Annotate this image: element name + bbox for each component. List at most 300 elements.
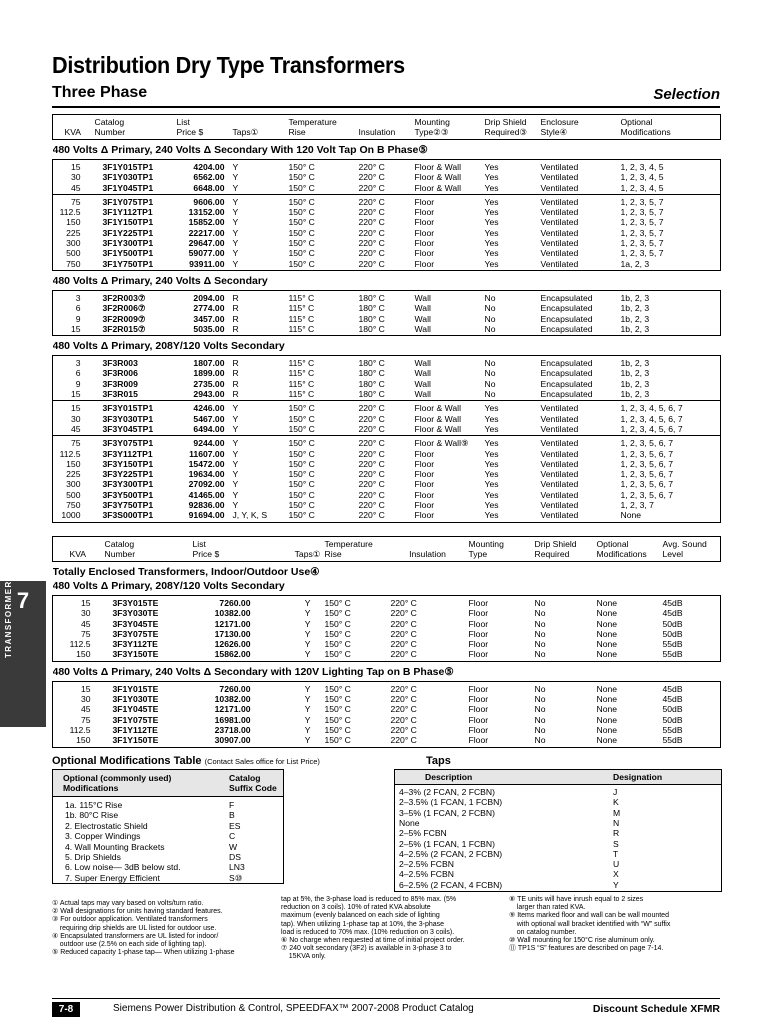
- cell-col9: Encapsulated: [540, 389, 593, 400]
- cell-taps: Y: [232, 227, 239, 238]
- cell-list-price: 10382.00: [214, 608, 251, 619]
- cell-mounting: Wall: [414, 368, 431, 379]
- cell-col10: 1, 2, 3, 4, 5: [620, 182, 664, 193]
- cell-taps: R: [232, 292, 239, 303]
- table-row: [53, 172, 721, 182]
- cell-mounting: Floor & Wall: [414, 413, 461, 424]
- cell-catalog-number: 3F1Y150TP1: [102, 217, 154, 228]
- modification-suffix-code: B: [229, 810, 235, 821]
- cell-drip-shield: No: [534, 639, 546, 650]
- tap-designation: T: [613, 848, 619, 859]
- cell-temp-rise: 150° C: [324, 714, 351, 725]
- cell-catalog-number: 3F1Y015TE: [112, 683, 159, 694]
- cell-drip-shield: Yes: [484, 217, 499, 228]
- cell-catalog-number: 3F1Y300TP1: [102, 238, 154, 249]
- section-title: 480 Volts Δ Primary, 240 Volts Δ Secondary with 120V Lighting Tap on B Phase⑤: [52, 665, 454, 678]
- tap-description: 2–5% (1 FCAN, 1 FCBN): [399, 838, 495, 849]
- cell-kva: 225: [66, 469, 81, 480]
- cell-drip-shield: Yes: [484, 207, 499, 218]
- cell-kva: 45: [80, 618, 91, 629]
- cell-temp-rise: 150° C: [324, 735, 351, 746]
- cell-drip-shield: Yes: [484, 413, 499, 424]
- cell-catalog-number: 3F1Y045TE: [112, 704, 159, 715]
- modification-suffix-code: C: [229, 831, 236, 842]
- cell-catalog-number: 3F2R006⑦: [102, 303, 146, 314]
- cell-col10: 1, 2, 3, 4, 5: [620, 162, 664, 172]
- cell-insulation: 220° C: [358, 207, 385, 218]
- cell-temp-rise: 150° C: [288, 510, 315, 521]
- cell-drip-shield: No: [484, 378, 496, 389]
- tap-designation: J: [613, 787, 618, 797]
- cell-list-price: 3457.00: [193, 313, 225, 324]
- cell-temp-rise: 150° C: [288, 458, 315, 469]
- cell-temp-rise: 115° C: [288, 313, 315, 324]
- cell-col10: 1, 2, 3, 7: [620, 500, 654, 511]
- table-row: [53, 356, 721, 369]
- cell-kva: 15: [80, 598, 91, 608]
- cell-drip-shield: No: [534, 649, 546, 660]
- cell-list-price: 6494.00: [193, 423, 225, 434]
- cell-mounting: Floor: [414, 489, 435, 500]
- cell-list-price: 27092.00: [188, 479, 225, 490]
- cell-catalog-number: 3F3Y750TP1: [102, 500, 154, 511]
- cell-taps: Y: [304, 704, 311, 715]
- cell-drip-shield: No: [534, 704, 546, 715]
- cell-insulation: 180° C: [358, 378, 385, 389]
- tap-designation: X: [613, 869, 619, 880]
- modification-item: 1a. 115°C Rise: [65, 800, 123, 810]
- cell-taps: Y: [232, 479, 239, 490]
- table-row: [53, 324, 721, 336]
- cell-taps: R: [232, 358, 239, 369]
- cell-taps: Y: [232, 500, 239, 511]
- cell-list-price: 6562.00: [193, 172, 225, 183]
- cell-list-price: 11607.00: [189, 448, 225, 459]
- cell-drip-shield: Yes: [484, 196, 499, 207]
- cell-col10: 1, 2, 3, 4, 5: [620, 172, 664, 183]
- cell-mounting: Wall: [414, 323, 431, 334]
- cell-col10: 1b, 2, 3: [620, 323, 650, 334]
- table-row: [53, 694, 721, 704]
- cell-catalog-number: 3F1Y112TE: [112, 724, 158, 735]
- cell-catalog-number: 3F3Y075TE: [112, 628, 159, 639]
- cell-list-price: 19634.00: [188, 469, 225, 480]
- cell-insulation: 220° C: [358, 413, 385, 424]
- cell-col9: Ventilated: [540, 258, 579, 269]
- cell-col9: Ventilated: [540, 182, 579, 193]
- cell-mounting: Floor: [414, 479, 435, 490]
- cell-kva: 300: [66, 479, 81, 490]
- cell-temp-rise: 115° C: [288, 303, 315, 314]
- cell-insulation: 220° C: [358, 458, 385, 469]
- table-row: [53, 401, 721, 414]
- cell-col9: Ventilated: [540, 196, 579, 207]
- cell-list-price: 13152.00: [188, 207, 225, 218]
- cell-kva: 6: [75, 303, 81, 314]
- cell-col10: 1, 2, 3, 4, 5, 6, 7: [620, 413, 683, 424]
- table-row: [53, 629, 721, 639]
- row-group: [53, 401, 721, 436]
- cell-insulation: 220° C: [358, 238, 385, 249]
- cell-taps: Y: [232, 469, 239, 480]
- cell-temp-rise: 115° C: [288, 389, 315, 400]
- tap-description: 2–2.5% FCBN: [399, 859, 454, 870]
- cell-taps: R: [232, 389, 239, 400]
- cell-mounting: Floor: [468, 608, 489, 619]
- cell-catalog-number: 3F3R015: [102, 389, 138, 400]
- cell-temp-rise: 150° C: [288, 500, 315, 511]
- cell-drip-shield: No: [484, 292, 496, 303]
- cell-col10: 45dB: [662, 608, 683, 619]
- optional-mods-head2a: Catalog: [229, 773, 261, 783]
- section-label: Selection: [653, 86, 720, 103]
- title-rule: [52, 106, 720, 108]
- cell-taps: Y: [304, 639, 311, 650]
- cell-temp-rise: 115° C: [288, 358, 315, 369]
- cell-mounting: Floor & Wall: [414, 403, 461, 414]
- table-row: [53, 379, 721, 389]
- cell-kva: 15: [80, 683, 91, 694]
- cell-insulation: 180° C: [358, 323, 385, 334]
- cell-insulation: 220° C: [390, 618, 417, 629]
- cell-col10: 45dB: [662, 683, 683, 694]
- cell-temp-rise: 150° C: [324, 649, 351, 660]
- cell-mounting: Floor: [468, 618, 489, 629]
- cell-col9: Ventilated: [540, 217, 579, 228]
- transformer-table-enclosed: [52, 536, 721, 748]
- cell-temp-rise: 150° C: [288, 479, 315, 490]
- cell-drip-shield: No: [534, 694, 546, 705]
- cell-drip-shield: No: [534, 618, 546, 629]
- cell-drip-shield: No: [484, 303, 496, 314]
- cell-drip-shield: Yes: [484, 227, 499, 238]
- cell-kva: 3: [75, 292, 81, 303]
- cell-mounting: Floor & Wall: [414, 162, 461, 172]
- cell-drip-shield: Yes: [484, 469, 499, 480]
- cell-temp-rise: 150° C: [288, 172, 315, 183]
- cell-temp-rise: 150° C: [288, 248, 315, 259]
- cell-mounting: Floor: [414, 207, 435, 218]
- cell-col10: 1b, 2, 3: [620, 368, 650, 379]
- cell-catalog-number: 3F3Y030TE: [112, 608, 159, 619]
- cell-insulation: 220° C: [358, 469, 385, 480]
- table-row: [53, 248, 721, 258]
- table-row: [53, 500, 721, 510]
- taps-head-description: Description: [425, 772, 473, 782]
- cell-col10: 1, 2, 3, 5, 7: [620, 196, 664, 207]
- page-subtitle: Three Phase: [52, 84, 148, 101]
- cell-col9: Encapsulated: [540, 303, 593, 314]
- header-sound-level: Avg. Sound Level: [661, 537, 721, 562]
- cell-temp-rise: 150° C: [324, 704, 351, 715]
- cell-col10: 45dB: [662, 598, 683, 608]
- row-group: [53, 436, 721, 522]
- cell-catalog-number: 3F3Y075TP1: [102, 438, 154, 449]
- cell-col9: None: [596, 724, 618, 735]
- cell-list-price: 1899.00: [193, 368, 225, 379]
- cell-catalog-number: 3F3Y225TP1: [102, 469, 154, 480]
- cell-catalog-number: 3F1Y030TE: [112, 694, 159, 705]
- header-insulation: Insulation: [389, 537, 467, 562]
- chapter-number: 7: [16, 588, 30, 613]
- row-group: [53, 194, 721, 270]
- table-row: [53, 490, 721, 500]
- cell-temp-rise: 150° C: [288, 207, 315, 218]
- tap-designation: U: [613, 859, 620, 870]
- modification-suffix-code: F: [229, 800, 235, 810]
- cell-taps: Y: [232, 238, 239, 249]
- cell-list-price: 2943.00: [193, 389, 225, 400]
- cell-kva: 30: [70, 172, 81, 183]
- cell-kva: 75: [80, 714, 91, 725]
- cell-drip-shield: No: [534, 628, 546, 639]
- modification-item: 7. Super Energy Efficient: [65, 872, 160, 883]
- cell-insulation: 220° C: [358, 258, 385, 269]
- tap-description: 2–5% FCBN: [399, 828, 447, 839]
- cell-mounting: Floor: [414, 458, 435, 469]
- cell-temp-rise: 150° C: [288, 448, 315, 459]
- footnotes-col3: ⑧ TE units will have inrush equal to 2 sizes larger than rated KVA. ⑨ Items marked floor and wall can be wall mounted with optional wall bracket identified with “W” suffix on catalog number. ⑩ Wall mounting for 150°C rise aluminum only. ⑪ TP1S “S” features are described on page 7-14.: [509, 896, 671, 953]
- cell-drip-shield: Yes: [484, 172, 499, 183]
- cell-taps: Y: [232, 448, 239, 459]
- cell-catalog-number: 3F3Y500TP1: [102, 489, 154, 500]
- tap-designation: K: [613, 797, 619, 808]
- cell-insulation: 220° C: [390, 608, 417, 619]
- cell-col10: 1b, 2, 3: [620, 292, 650, 303]
- header-enclosure: Enclosure Style④: [539, 115, 619, 140]
- section-heading: [53, 140, 721, 160]
- header-catalog: Catalog Number: [103, 537, 191, 562]
- cell-col9: Ventilated: [540, 500, 579, 511]
- footer-discount-schedule: Discount Schedule XFMR: [592, 1003, 720, 1015]
- chapter-label: TRANSFORMERS: [4, 573, 13, 658]
- header-price: List Price $: [191, 537, 257, 562]
- cell-kva: 112.5: [59, 448, 81, 459]
- table-row: [53, 160, 721, 173]
- cell-kva: 1000: [61, 510, 81, 521]
- cell-list-price: 2094.00: [193, 292, 225, 303]
- cell-col10: 1b, 2, 3: [620, 378, 650, 389]
- cell-insulation: 180° C: [358, 368, 385, 379]
- cell-mounting: Floor & Wall: [414, 172, 461, 183]
- table-row: [53, 259, 721, 271]
- cell-col9: Ventilated: [540, 207, 579, 218]
- cell-catalog-number: 3F3Y300TP1: [102, 479, 154, 490]
- cell-kva: 15: [70, 389, 81, 400]
- cell-taps: Y: [232, 217, 239, 228]
- cell-col10: 1, 2, 3, 5, 6, 7: [620, 489, 674, 500]
- cell-temp-rise: 115° C: [288, 368, 315, 379]
- cell-col9: None: [596, 704, 618, 715]
- footnotes-col2: tap at 5%, the 3-phase load is reduced to 85% max. (5% reduction on 3 coils). 10% of rated KVA absolute maximum (evenly balanced on each side of lighting tap). When utilizing 1-phase tap at 10%, the 3-phase load is reduced to 70% max. (10% reduction on 3 coils). ⑥ No charge when requested at time of initial project order. ⑦ 240 volt secondary (3F2) is available in 3-phase 3 to 15KVA only.: [281, 896, 465, 961]
- optional-mods-header: [53, 770, 283, 797]
- cell-kva: 150: [66, 217, 81, 228]
- cell-temp-rise: 150° C: [324, 608, 351, 619]
- cell-col10: 1b, 2, 3: [620, 389, 650, 400]
- cell-catalog-number: 3F3Y112TE: [112, 639, 158, 650]
- header-drip-shield: Drip Shield Required: [533, 537, 595, 562]
- cell-list-price: 16981.00: [214, 714, 251, 725]
- cell-temp-rise: 150° C: [288, 403, 315, 414]
- cell-kva: 112.5: [59, 207, 81, 218]
- table-row: [53, 681, 721, 694]
- cell-catalog-number: 3F3Y030TP1: [102, 413, 154, 424]
- cell-list-price: 5467.00: [193, 413, 225, 424]
- cell-catalog-number: 3F3R009: [102, 378, 138, 389]
- cell-mounting: Floor: [468, 704, 489, 715]
- table-row: [53, 449, 721, 459]
- table-row: [53, 735, 721, 747]
- cell-list-price: 91694.00: [188, 510, 225, 521]
- cell-catalog-number: 3F1Y500TP1: [102, 248, 154, 259]
- cell-list-price: 23718.00: [214, 724, 251, 735]
- modification-item: 2. Electrostatic Shield: [65, 820, 148, 831]
- cell-taps: Y: [304, 618, 311, 629]
- table-row: [53, 183, 721, 195]
- cell-drip-shield: No: [484, 358, 496, 369]
- cell-kva: 45: [80, 704, 91, 715]
- cell-catalog-number: 3F1Y112TP1: [102, 207, 153, 218]
- cell-drip-shield: Yes: [484, 423, 499, 434]
- cell-col9: Ventilated: [540, 172, 579, 183]
- cell-col9: Ventilated: [540, 489, 579, 500]
- table-row: [53, 414, 721, 424]
- cell-drip-shield: No: [534, 608, 546, 619]
- cell-col10: 1, 2, 3, 5, 6, 7: [620, 438, 674, 449]
- cell-taps: Y: [304, 714, 311, 725]
- cell-kva: 15: [70, 162, 81, 172]
- cell-insulation: 180° C: [358, 313, 385, 324]
- header-temp-rise: Temperature Rise: [323, 537, 389, 562]
- header-mounting: Mounting Type②③: [413, 115, 483, 140]
- header-kva: KVA: [53, 115, 93, 140]
- cell-catalog-number: 3F3Y150TE: [112, 649, 159, 660]
- cell-taps: Y: [232, 403, 239, 414]
- table2-heading-text: Totally Enclosed Transformers, Indoor/Outdoor Use④: [52, 566, 320, 578]
- cell-taps: Y: [232, 162, 239, 172]
- cell-catalog-number: 3F2R003⑦: [102, 292, 146, 303]
- header-modifications: Optional Modifications: [619, 115, 721, 140]
- cell-insulation: 220° C: [390, 598, 417, 608]
- cell-catalog-number: 3F1Y030TP1: [102, 172, 154, 183]
- cell-list-price: 9606.00: [193, 196, 225, 207]
- cell-col10: 50dB: [662, 714, 683, 725]
- optional-mods-head1b: Modifications: [63, 783, 119, 793]
- table-row: [53, 596, 721, 609]
- cell-insulation: 220° C: [390, 735, 417, 746]
- cell-insulation: 220° C: [358, 162, 385, 172]
- header-catalog: Catalog Number: [93, 115, 175, 140]
- tap-designation: N: [613, 817, 620, 828]
- tap-description: 4–3% (2 FCAN, 2 FCBN): [399, 787, 495, 797]
- row-group: [53, 681, 721, 747]
- cell-col10: 1b, 2, 3: [620, 358, 650, 369]
- cell-taps: R: [232, 368, 239, 379]
- cell-list-price: 6648.00: [193, 182, 225, 193]
- row-group: [53, 356, 721, 401]
- table-row: [53, 238, 721, 248]
- modification-item: 6. Low noise— 3dB below std.: [65, 862, 181, 873]
- table-row: [53, 649, 721, 661]
- cell-kva: 150: [76, 735, 91, 746]
- cell-temp-rise: 150° C: [288, 258, 315, 269]
- cell-col9: None: [596, 649, 618, 660]
- cell-mounting: Floor: [414, 227, 435, 238]
- taps-table: [394, 769, 722, 892]
- tap-designation: S: [613, 838, 619, 849]
- cell-temp-rise: 150° C: [324, 724, 351, 735]
- cell-col9: None: [596, 683, 618, 694]
- cell-kva: 150: [66, 458, 81, 469]
- cell-insulation: 220° C: [358, 403, 385, 414]
- page-number: 7-8: [52, 1002, 80, 1017]
- cell-col9: Ventilated: [540, 458, 579, 469]
- cell-temp-rise: 150° C: [324, 618, 351, 629]
- section-heading: [53, 336, 721, 356]
- cell-taps: Y: [232, 458, 239, 469]
- cell-col9: Ventilated: [540, 162, 579, 172]
- cell-col10: 1, 2, 3, 5, 6, 7: [620, 448, 674, 459]
- cell-taps: Y: [232, 207, 239, 218]
- cell-list-price: 92836.00: [188, 500, 225, 511]
- cell-insulation: 220° C: [390, 683, 417, 694]
- modification-item: 1b. 80°C Rise: [65, 810, 119, 821]
- table-row: [53, 459, 721, 469]
- page-title: Distribution Dry Type Transformers: [52, 52, 405, 78]
- cell-list-price: 12171.00: [214, 618, 251, 629]
- modification-suffix-code: W: [229, 841, 238, 852]
- cell-drip-shield: No: [534, 714, 546, 725]
- table-row: [53, 303, 721, 313]
- section-title: 480 Volts Δ Primary, 240 Volts Δ Secondary With 120 Volt Tap On B Phase⑤: [52, 144, 428, 156]
- tap-description: 6–2.5% (2 FCAN, 4 FCBN): [399, 879, 503, 890]
- cell-temp-rise: 150° C: [288, 238, 315, 249]
- cell-temp-rise: 150° C: [288, 182, 315, 193]
- cell-list-price: 17130.00: [214, 628, 251, 639]
- header-price: List Price $: [175, 115, 231, 140]
- table-row: [53, 368, 721, 378]
- cell-catalog-number: 3F3Y045TE: [112, 618, 159, 629]
- cell-mounting: Floor: [414, 217, 435, 228]
- optional-mods-table: [52, 769, 284, 884]
- cell-taps: Y: [232, 196, 239, 207]
- table-row: [53, 314, 721, 324]
- table2-header: [53, 537, 721, 562]
- tap-designation: Y: [613, 879, 619, 890]
- cell-taps: Y: [232, 258, 239, 269]
- cell-col9: Ventilated: [540, 510, 579, 521]
- cell-drip-shield: No: [484, 389, 496, 400]
- cell-list-price: 2735.00: [193, 378, 225, 389]
- cell-col9: Encapsulated: [540, 368, 593, 379]
- cell-mounting: Floor: [468, 735, 489, 746]
- transformer-table-ventilated: [52, 114, 721, 523]
- cell-taps: R: [232, 378, 239, 389]
- cell-taps: Y: [304, 598, 311, 608]
- cell-drip-shield: No: [534, 724, 546, 735]
- cell-mounting: Floor: [468, 714, 489, 725]
- cell-kva: 6: [75, 368, 81, 379]
- table-row: [53, 424, 721, 436]
- cell-mounting: Floor: [468, 694, 489, 705]
- cell-col9: Ventilated: [540, 448, 579, 459]
- cell-col10: 50dB: [662, 704, 683, 715]
- footer-rule: [52, 998, 720, 999]
- modification-suffix-code: LN3: [229, 862, 245, 873]
- cell-drip-shield: No: [534, 598, 546, 608]
- cell-taps: Y: [304, 694, 311, 705]
- cell-taps: Y: [304, 628, 311, 639]
